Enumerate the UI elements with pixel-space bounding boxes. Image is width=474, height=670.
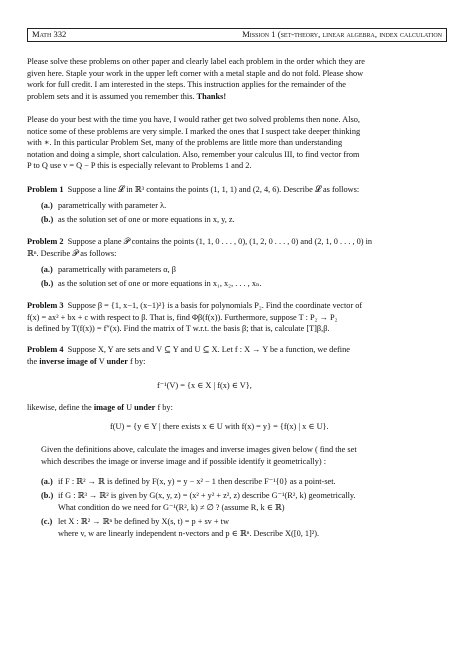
image-equation: f(U) = {y ∈ Y | there exists x ∈ U with f(x) = y} = {f(x) | x ∈ U}. bbox=[110, 422, 329, 431]
text: f by: bbox=[155, 403, 173, 412]
problem-4-likewise bbox=[27, 402, 447, 414]
problem-4-line1: Suppose X, Y are sets and V ⊆ Y and U ⊆ X. Let f : X → Y be a function, we define bbox=[67, 345, 350, 354]
problem-2-item-b bbox=[41, 278, 446, 290]
text: f by: bbox=[127, 356, 146, 366]
term-inverse-image: inverse image of bbox=[39, 356, 97, 366]
item-text: as the solution set of one or more equations in x₁, x₂, . . . , xₙ. bbox=[58, 279, 262, 288]
item-label: (b.) bbox=[41, 215, 54, 224]
advice-line: notation and doing a simple, short calculation. Also, remember your calculus III, to find vector from bbox=[27, 149, 360, 159]
intro-line: given here. Staple your work in the upper left corner with a metal staple and do not fold. Please show bbox=[27, 68, 364, 78]
intro-line: work for full credit. I am interested in the steps. This instruction applies for the remainder of the bbox=[27, 80, 346, 90]
mission-title: Mission 1 (set-theory, linear algebra, index calculation bbox=[242, 29, 442, 40]
text: likewise, define the bbox=[27, 403, 94, 412]
problem-2-label: Problem 2 bbox=[27, 237, 64, 246]
problem-4-item-a bbox=[41, 476, 446, 488]
term-image: image of bbox=[93, 403, 125, 412]
text: the bbox=[27, 356, 40, 366]
item-text: parametrically with parameter λ. bbox=[58, 201, 167, 210]
item-label: (a.) bbox=[41, 201, 53, 210]
item-label: (b.) bbox=[41, 491, 54, 500]
item-text: parametrically with parameters α, β bbox=[58, 265, 176, 274]
intro-line: Please solve these problems on other paper and clearly label each problem in the order which they are bbox=[27, 57, 365, 66]
item-label: (a.) bbox=[41, 477, 53, 486]
advice-line: notice some of these problems are very simple. I marked the ones that I suspect take deeper thinking bbox=[27, 126, 361, 136]
item-text: let X : ℝ² → ℝⁿ be defined by X(s, t) = p + sv + tw bbox=[58, 517, 229, 526]
problem-4-item-b-cont: What condition do we need for G⁻¹(R², k) ≠ ∅ ? (assume R, k ∈ ℝ) bbox=[58, 503, 285, 512]
item-text: if F : ℝ² → ℝ is defined by F(x, y) = y − x² − 1 then describe F⁻¹{0} as a point-set. bbox=[58, 477, 336, 486]
problem-3-label: Problem 3 bbox=[27, 301, 64, 310]
problem-4 bbox=[27, 344, 447, 367]
header-box bbox=[27, 28, 447, 42]
intro-line-text: problem sets and it is assumed you remember this. bbox=[27, 91, 195, 101]
problem-4-item-b bbox=[41, 490, 446, 502]
problem-1-text: Suppose a line 𝓛 in ℝ³ contains the points (1, 1, 1) and (2, 4, 6). Describe 𝓛 as follows: bbox=[67, 185, 360, 194]
given-line: Given the definitions above, calculate the images and inverse images given below ( find the set bbox=[41, 445, 357, 454]
advice-line: P to Q use v = Q − P this is especially relevant to Problems 1 and 2. bbox=[27, 161, 252, 171]
problem-2-line2: ℝⁿ. Describe 𝒫 as follows: bbox=[27, 248, 117, 258]
item-label: (b.) bbox=[41, 279, 54, 288]
advice-line: Please do your best with the time you have, I would rather get two solved problems then none. Also, bbox=[27, 115, 360, 124]
inverse-image-equation: f⁻¹(V) = {x ∈ X | f(x) ∈ V}, bbox=[157, 381, 252, 390]
problem-1-label: Problem 1 bbox=[27, 185, 64, 194]
problem-1 bbox=[27, 184, 447, 196]
advice-paragraph bbox=[27, 114, 447, 172]
problem-4-line2 bbox=[27, 356, 447, 368]
term-under: under bbox=[134, 403, 156, 412]
problem-3-line1: Suppose β = {1, x−1, (x−1)²} is a basis for polynomials P₂. Find the coordinate vector of bbox=[67, 301, 363, 310]
course-label: Math 332 bbox=[32, 29, 67, 40]
text: V bbox=[96, 356, 107, 366]
intro-line bbox=[27, 91, 447, 103]
item-text: if G : ℝ³ → ℝ² is given by G(x, y, z) = (x² + y² + z², z) describe G⁻¹(R², k) geometrically. bbox=[58, 491, 356, 500]
problem-3-line3: is defined by T(f(x)) = f″(x). Find the matrix of T w.r.t. the basis β; that is, calculate [T]β,β. bbox=[27, 324, 330, 334]
problem-1-item-b bbox=[41, 214, 446, 226]
problem-4-label: Problem 4 bbox=[27, 345, 64, 354]
problem-2-item-a bbox=[41, 264, 446, 276]
problem-3 bbox=[27, 300, 447, 335]
term-under: under bbox=[106, 356, 128, 366]
advice-line: with ∗. In this particular Problem Set, many of the problems are little more than understanding bbox=[27, 138, 343, 148]
problem-4-given bbox=[41, 444, 446, 467]
intro-paragraph bbox=[27, 56, 447, 102]
problem-3-line2: f(x) = ax² + bx + c with respect to β. That is, find Φβ(f(x)). Furthermore, suppose T : P₂ → P₂ bbox=[27, 312, 338, 322]
given-line: which describes the image or inverse image and if possible identify it geometrically) : bbox=[41, 456, 327, 466]
thanks-text: Thanks! bbox=[196, 91, 227, 101]
text: U bbox=[124, 403, 135, 412]
problem-2-line1: Suppose a plane 𝒫 contains the points (1, 1, 0 . . . , 0), (1, 2, 0 . . . , 0) and (2, 1, 0 . . . , 0) in bbox=[67, 237, 373, 246]
problem-4-item-c-cont: where v, w are linearly independent n-vectors and p ∈ ℝⁿ. Describe X([0, 1]²). bbox=[58, 529, 320, 538]
item-label: (c.) bbox=[41, 517, 53, 526]
item-text: as the solution set of one or more equations in x, y, z. bbox=[58, 215, 235, 224]
item-label: (a.) bbox=[41, 265, 53, 274]
problem-2 bbox=[27, 236, 447, 259]
problem-1-item-a bbox=[41, 200, 446, 212]
problem-4-item-c bbox=[41, 516, 446, 528]
